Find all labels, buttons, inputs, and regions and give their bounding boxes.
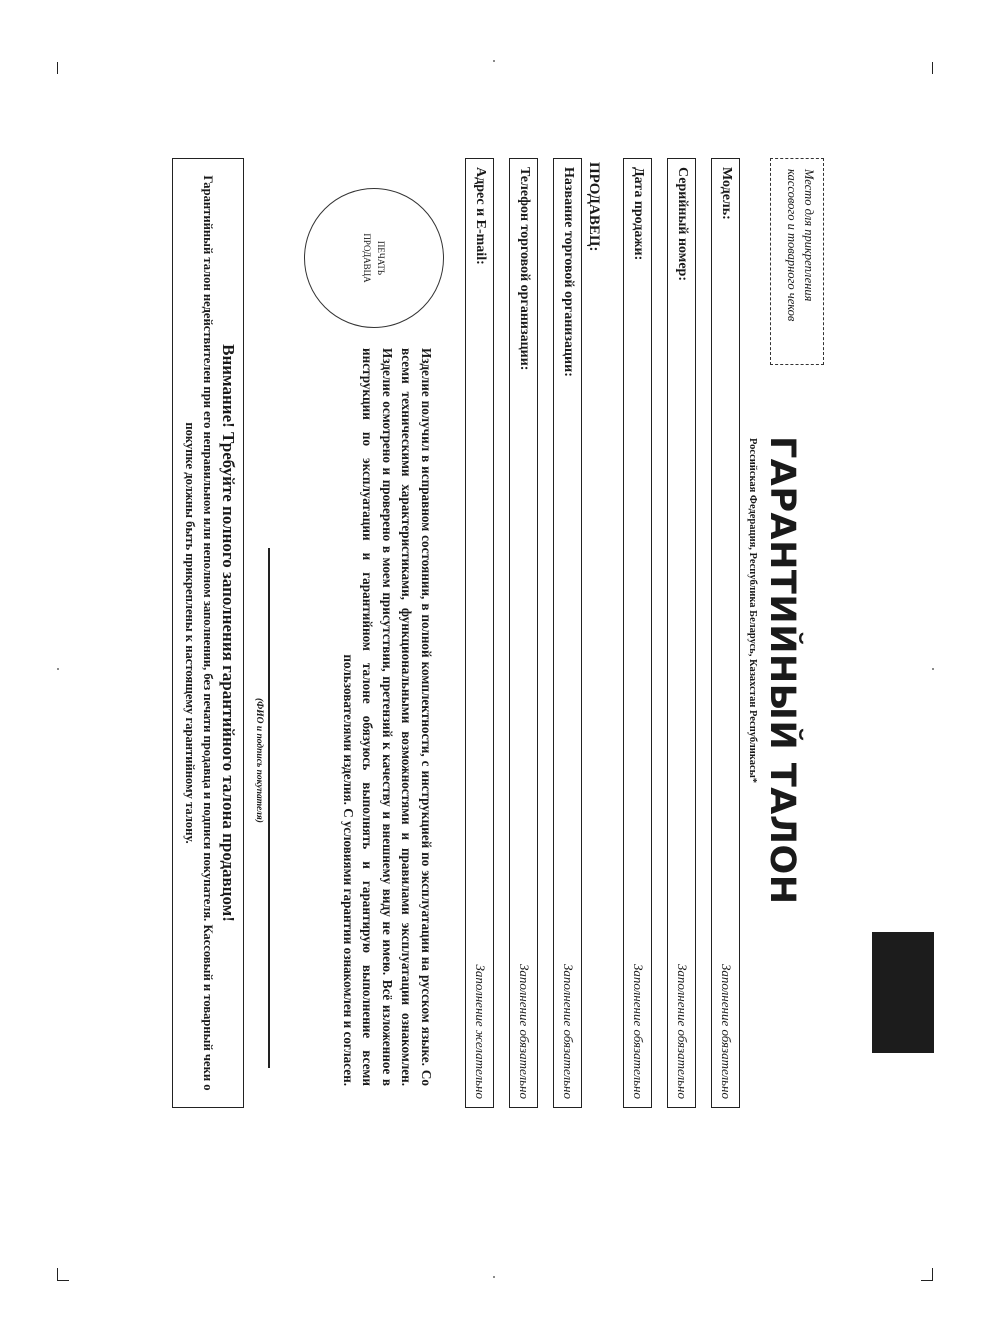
receipt-box-line1: Место для прикрепления xyxy=(802,169,816,302)
field-label: Название торговой организации: xyxy=(561,167,576,377)
field-label: Адрес и E-mail: xyxy=(473,167,488,265)
buyer-signature-line[interactable] xyxy=(269,548,271,1068)
field-note: Заполнение желательно xyxy=(473,964,488,1099)
warning-text: Гарантийный талон недействителен при его неправильном или неполном заполнении, без печати продавца и подписи покупателя. Кассовый и товарный чеки о покупке должны быть прикреплены к настоящему гарантийному талону. xyxy=(183,175,215,1091)
field-note: Заполнение обязательно xyxy=(517,964,532,1099)
page-subtitle: Российская Федерация, Республика Беларусь, Казахстан Республикасы* xyxy=(747,438,758,784)
registration-dot xyxy=(493,60,495,62)
field-label: Телефон торговой организации: xyxy=(517,167,532,371)
stamp-line1: ПЕЧАТЬ xyxy=(376,240,386,276)
warning-headline: Внимание! Требуйте полного заполнения гарантийного талона продавцом! xyxy=(219,344,238,922)
black-tab xyxy=(872,932,934,1053)
receipt-attachment-box xyxy=(770,158,824,365)
registration-dot xyxy=(57,668,59,670)
field-label: Серийный номер: xyxy=(675,167,690,281)
field-note: Заполнение обязательно xyxy=(561,964,576,1099)
field-note: Заполнение обязательно xyxy=(719,964,734,1099)
field-label: Дата продажи: xyxy=(631,167,646,261)
seller-heading: ПРОДАВЕЦ: xyxy=(586,162,602,252)
address-email-field[interactable] xyxy=(465,158,494,1108)
signature-caption: (ФИО и подпись покупателя) xyxy=(254,698,264,823)
model-field[interactable] xyxy=(711,158,740,1108)
receipt-box-line2: кассового и товарного чеков xyxy=(785,169,799,322)
crop-mark xyxy=(932,1268,933,1280)
stamp-line2: ПРОДАВЦА xyxy=(362,233,372,283)
crop-mark xyxy=(932,62,933,74)
registration-dot xyxy=(493,1276,495,1278)
page-title: ГАРАНТИЙНЫЙ ТАЛОН xyxy=(762,436,802,905)
crop-mark xyxy=(57,1268,58,1280)
crop-mark xyxy=(57,1280,69,1281)
sale-date-field[interactable] xyxy=(623,158,652,1108)
warranty-form xyxy=(156,158,824,1108)
warning-box xyxy=(172,158,244,1108)
field-label: Модель: xyxy=(719,167,734,220)
store-phone-field[interactable] xyxy=(509,158,538,1108)
serial-number-field[interactable] xyxy=(667,158,696,1108)
field-note: Заполнение обязательно xyxy=(631,964,646,1099)
seller-stamp-circle xyxy=(304,188,444,328)
crop-mark xyxy=(57,62,58,74)
store-name-field[interactable] xyxy=(553,158,582,1108)
crop-mark xyxy=(921,1280,933,1281)
field-note: Заполнение обязательно xyxy=(675,964,690,1099)
buyer-agreement-text: Изделие получил в исправном состоянии, в полной комплектности, с инструкцией по эксплуатации на русском языке. Со всеми техническими характеристиками, функциональными возможностями и правилами эксплуатации ознакомлен. Изделие осмотрено и проверено в моем присутствии, претензий к качеству и внешнему виду не имею. Всё изложенное в инструкции по эксплуатации и гарантийном талоне обязуюсь выполнять и гарантирую выполнение всеми пользователями изделия. С условиями гарантии ознакомлен и согласен. xyxy=(341,348,434,1086)
registration-dot xyxy=(932,668,934,670)
